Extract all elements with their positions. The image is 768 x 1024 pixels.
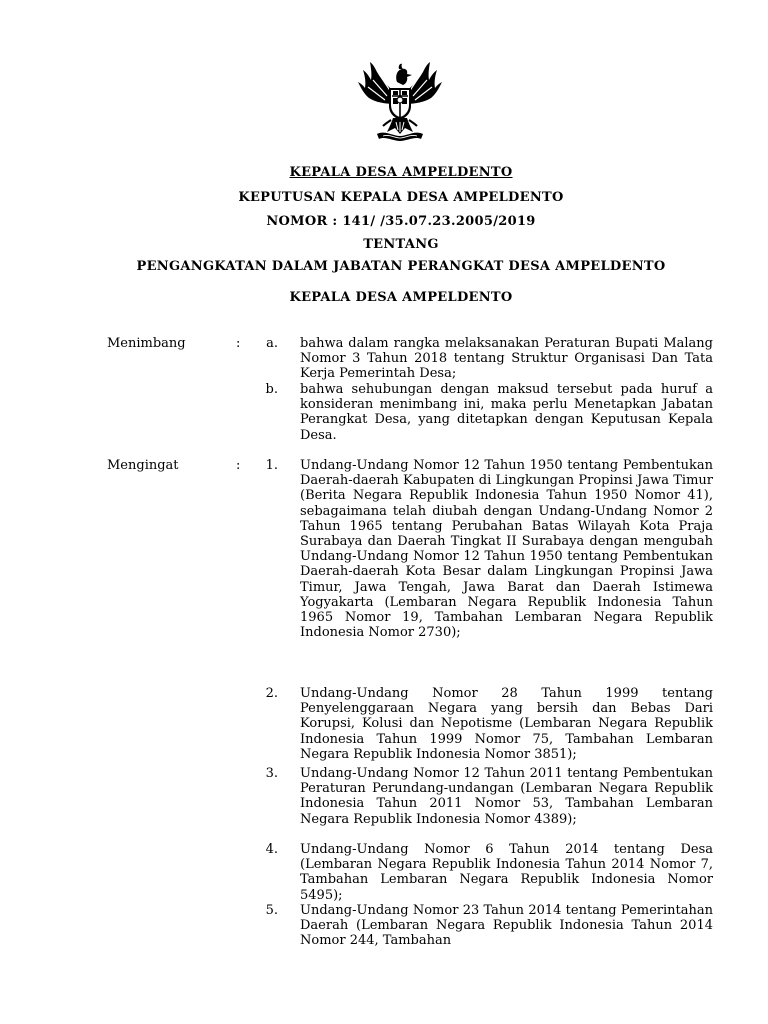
menimbang-item-b: bahwa sehubungan dengan maksud tersebut pada huruf a konsideran menimbang ini, maka perlu Menetapkan Jabatan Perangkat Desa, yang ditetapkan dengan Keputusan Kepala Desa. <box>300 382 713 443</box>
authority-heading: KEPALA DESA AMPELDENTO <box>289 290 513 305</box>
mengingat-marker-2: 2. <box>265 686 278 701</box>
mengingat-item-2: Undang-Undang Nomor 28 Tahun 1999 tentang Penyelenggaraan Negara yang bersih dan Bebas Dari Korupsi, Kolusi dan Nepotisme (Lembaran Negara Republik Indonesia Tahun 1999 Nomor 75, Tambahan Lembaran Negara Republik Indonesia Nomor 3851); <box>300 686 713 762</box>
mengingat-item-3: Undang-Undang Nomor 12 Tahun 2011 tentang Pembentukan Peraturan Perundang-undangan (Lembaran Negara Republik Indonesia Tahun 2011 Nomor 53, Tambahan Lembaran Negara Republik Indonesia Nomor 4389); <box>300 766 713 827</box>
menimbang-label: Menimbang <box>107 336 186 351</box>
decree-number: NOMOR : 141/ /35.07.23.2005/2019 <box>266 214 536 229</box>
mengingat-marker-5: 5. <box>265 903 278 918</box>
issuer-heading: KEPALA DESA AMPELDENTO <box>289 165 513 180</box>
menimbang-item-a: bahwa dalam rangka melaksanakan Peraturan Bupati Malang Nomor 3 Tahun 2018 tentang Struktur Organisasi Dan Tata Kerja Pemerintah Desa; <box>300 336 713 382</box>
mengingat-item-5: Undang-Undang Nomor 23 Tahun 2014 tentang Pemerintahan Daerah (Lembaran Negara Republik Indonesia Tahun 2014 Nomor 244, Tambahan <box>300 903 713 949</box>
mengingat-marker-1: 1. <box>265 458 278 473</box>
about-label: TENTANG <box>363 237 439 252</box>
menimbang-marker-b: b. <box>265 382 278 397</box>
garuda-emblem-icon <box>355 60 445 144</box>
mengingat-marker-4: 4. <box>265 842 278 857</box>
mengingat-item-1: Undang-Undang Nomor 12 Tahun 1950 tentang Pembentukan Daerah-daerah Kabupaten di Lingkungan Propinsi Jawa Timur (Berita Negara Republik Indonesia Tahun 1950 Nomor 41), sebagaimana telah diubah dengan Undang-Undang Nomor 2 Tahun 1965 tentang Perubahan Batas Wilayah Kota Praja Surabaya dan Daerah Tingkat II Surabaya dengan mengubah Undang-Undang Nomor 12 Tahun 1950 tentang Pembentukan Daerah-daerah Kota Besar dalam Lingkungan Propinsi Jawa Timur, Jawa Tengah, Jawa Barat dan Daerah Istimewa Yogyakarta (Lembaran Negara Republik Indonesia Tahun 1965 Nomor 19, Tambahan Lembaran Negara Republik Indonesia Nomor 2730); <box>300 458 713 641</box>
mengingat-item-4: Undang-Undang Nomor 6 Tahun 2014 tentang Desa (Lembaran Negara Republik Indonesia Tahun 2014 Nomor 7, Tambahan Lembaran Negara Republik Indonesia Nomor 5495); <box>300 842 713 903</box>
mengingat-marker-3: 3. <box>265 766 278 781</box>
mengingat-label: Mengingat <box>107 458 179 473</box>
decree-title: KEPUTUSAN KEPALA DESA AMPELDENTO <box>238 190 564 205</box>
menimbang-colon: : <box>236 336 241 351</box>
mengingat-colon: : <box>236 458 241 473</box>
decree-subject: PENGANGKATAN DALAM JABATAN PERANGKAT DESA AMPELDENTO <box>136 259 666 274</box>
menimbang-marker-a: a. <box>266 336 278 351</box>
